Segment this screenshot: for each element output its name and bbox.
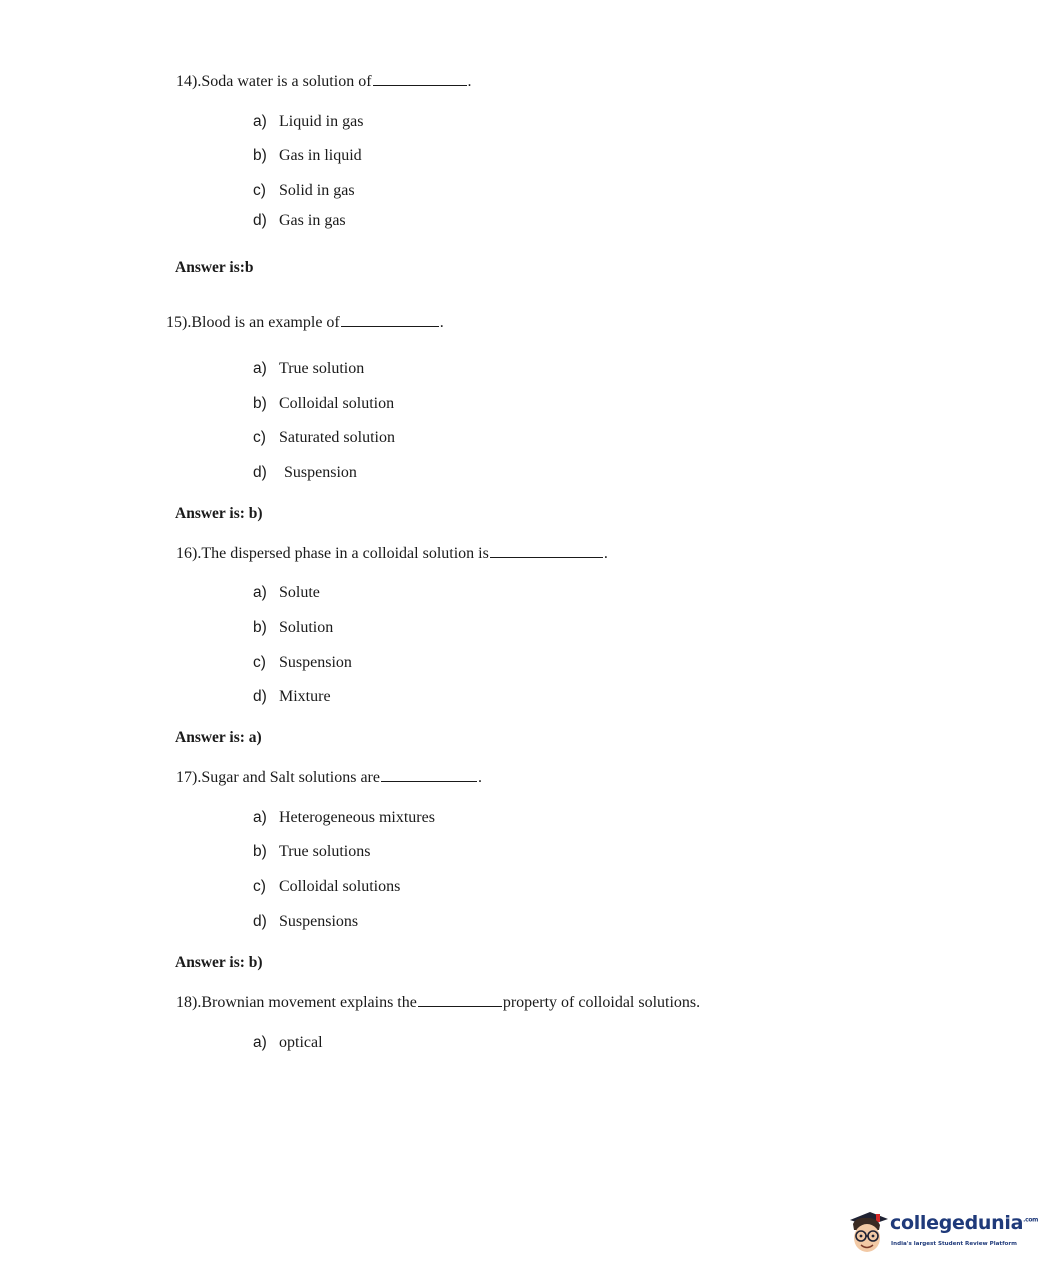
answer-blank bbox=[381, 780, 477, 782]
answer-blank bbox=[373, 84, 467, 86]
option-15b: b) Colloidal solution bbox=[253, 395, 395, 412]
question-18: 18).Brownian movement explains the property of colloidal solutions. bbox=[176, 994, 701, 1011]
option-14a: a) Liquid in gas bbox=[253, 113, 364, 130]
option-14b: b) Gas in liquid bbox=[253, 147, 362, 164]
answer-16: Answer is: a) bbox=[175, 729, 262, 746]
answer-blank bbox=[341, 325, 439, 327]
option-17d: d) Suspensions bbox=[253, 913, 359, 930]
collegedunia-logo bbox=[846, 1208, 1038, 1256]
logo-wordmark: collegedunia$^{.com}$ bbox=[890, 1212, 1038, 1234]
question-prompt: 18).Brownian movement explains the bbox=[176, 994, 417, 1011]
answer-blank bbox=[418, 1005, 502, 1007]
option-15a: a) True solution bbox=[253, 360, 365, 377]
option-14c: c) Solid in gas bbox=[253, 182, 355, 199]
question-prompt: 15).Blood is an example of bbox=[166, 314, 340, 331]
option-18a: a) optical bbox=[253, 1034, 323, 1051]
option-16b: b) Solution bbox=[253, 619, 334, 636]
question-prompt: 14).Soda water is a solution of bbox=[176, 73, 372, 90]
option-14d: d) Gas in gas bbox=[253, 212, 346, 229]
option-15d: d) Suspension bbox=[253, 464, 357, 481]
option-17a: a) Heterogeneous mixtures bbox=[253, 809, 435, 826]
question-14: 14).Soda water is a solution of . bbox=[176, 73, 472, 90]
option-16c: c) Suspension bbox=[253, 654, 352, 671]
option-15c: c) Saturated solution bbox=[253, 429, 395, 446]
logo-tagline: India's largest Student Review Platform bbox=[891, 1241, 1017, 1247]
option-16a: a) Solute bbox=[253, 584, 320, 601]
option-17c: c) Colloidal solutions bbox=[253, 878, 401, 895]
option-16d: d) Mixture bbox=[253, 688, 331, 705]
answer-15: Answer is: b) bbox=[175, 505, 263, 522]
question-17: 17).Sugar and Salt solutions are . bbox=[176, 769, 482, 786]
question-prompt: 16).The dispersed phase in a colloidal solution is bbox=[176, 545, 489, 562]
student-mascot-icon bbox=[846, 1208, 890, 1256]
question-prompt: 17).Sugar and Salt solutions are bbox=[176, 769, 380, 786]
question-15: 15).Blood is an example of . bbox=[166, 314, 444, 331]
question-16: 16).The dispersed phase in a colloidal solution is . bbox=[176, 545, 608, 562]
answer-14: Answer is:b bbox=[175, 259, 254, 276]
answer-blank bbox=[490, 556, 603, 558]
answer-17: Answer is: b) bbox=[175, 954, 263, 971]
option-17b: b) True solutions bbox=[253, 843, 371, 860]
